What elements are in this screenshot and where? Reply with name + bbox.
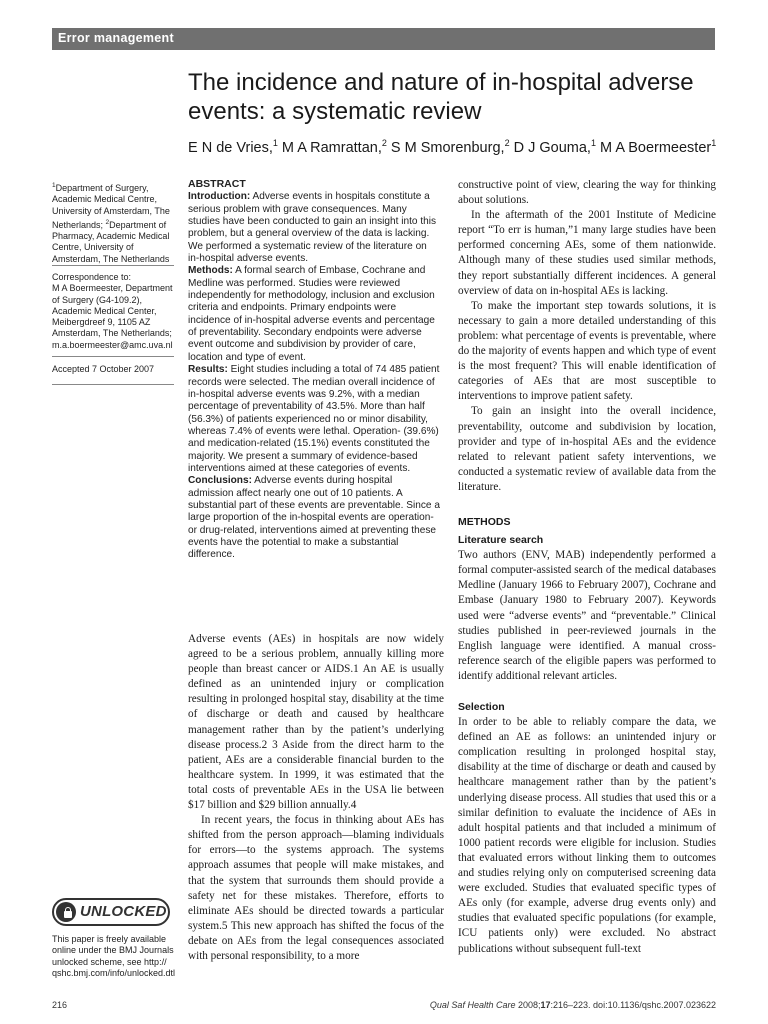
author-affiliation: 1	[272, 138, 278, 148]
citation-footer	[398, 1000, 716, 1010]
sidebar-divider	[52, 356, 174, 357]
author-affiliation: 2	[504, 138, 510, 148]
abstract-conclusions	[188, 475, 440, 561]
abstract-label: Results:	[188, 364, 228, 376]
affiliations	[52, 180, 176, 265]
free-access-note: This paper is freely available online under the BMJ Journals unlocked scheme, see http:// qshc.bmj.com/info/unlocked.dtl	[52, 934, 176, 978]
section-label: Error management	[58, 31, 174, 45]
body-paragraph: Two authors (ENV, MAB) independently performed a formal computer-assisted search of the medical databases Medline (January 1966 to February 2007), Cochrane and Embase (January 1980 to February 2007). Keywords used were “adverse events” and “preventable.” Clinical studies published in peer-reviewed journals in the English language were identified. A manual cross-reference search of the eligible papers was performed to identify additional relevant articles.	[458, 549, 716, 682]
citation-text: :216–223. doi:10.1136/qshc.2007.023622	[550, 1000, 716, 1010]
correspondence-label: Correspondence to:	[52, 272, 132, 282]
author-list	[188, 138, 718, 156]
correspondence-address: M A Boermeester, Department of Surgery (G4-109.2), Academic Medical Center, Meibergdreef 9, 1105 AZ Amsterdam, The Netherlands; m.a.boermeester@amc.uva.nl	[52, 283, 173, 350]
abstract-introduction	[188, 191, 440, 265]
author-affiliation: 1	[590, 138, 596, 148]
abstract-text: Adverse events during hospital admission affect nearly one out of 10 patients. A substantial part of these events are preventable. Since a large proportion of the in-hospital events are operation- or drug-related, interventions aimed at preventing these events have the potential to make a substantial difference.	[188, 475, 440, 561]
body-paragraph: To make the important step towards solutions, it is necessary to gain a more detailed understanding of this problem: what percentage of events is preventable, where do the majority of events happen and which type of event is the most frequent? This will enable identification of categories of AEs that are most susceptible to interventions to improve patient safety.	[458, 299, 716, 403]
body-column-right	[458, 178, 716, 957]
author-name: D J Gouma,	[509, 139, 591, 156]
body-paragraph: constructive point of view, clearing the way for thinking about solutions.	[458, 179, 716, 207]
subsection-heading: Selection	[458, 701, 505, 713]
citation-text: 2008;	[515, 1000, 541, 1010]
body-paragraph: To gain an insight into the overall incidence, preventability, outcome and subdivision by location, provider and type of in-hospital AEs and the evidence related to relevant patient safety interventions, we conducted a systematic review of available data from the literature.	[458, 405, 716, 493]
body-paragraph: In order to be able to reliably compare the data, we defined an AE as follows: an unintended injury or complication resulting in prolonged hospital stay, disability at the time of discharge or death and caused by healthcare management rather than by the patient’s underlying disease process. All studies that used this or a similar definition to evaluate the incidence of AEs in adult hospital patients and that included a minimum of 1000 patient records were eligible for inclusion. Studies that evaluated errors without linking them to outcomes and studies relying only on computerised screening data were excluded. Studies that evaluated specific types of AEs only (for example, adverse drug events only) and studies that evaluated specific populations (for example, ICU patients only) were excluded. No abstract publications without subsequent full-text	[458, 716, 716, 955]
abstract-text: Eight studies including a total of 74 485 patient records were selected. The median overall incidence of in-hospital adverse events was 9.2%, with a median percentage of preventability of 43.5%. More than half (56.3%) of patients experienced no or minor disability, whereas 7.4% of events were lethal. Operation- (39.6%) and medication-related (15.1%) events constituted the majority. We present a summary of evidence-based interventions aimed at these categories of events.	[188, 364, 440, 474]
author-affiliation: 2	[381, 138, 387, 148]
article-title: The incidence and nature of in-hospital adverse events: a systematic review	[188, 69, 694, 125]
abstract	[188, 178, 440, 562]
abstract-label: Methods:	[188, 265, 233, 277]
affiliation-number: 2	[105, 218, 110, 226]
author-name: E N de Vries,	[188, 139, 273, 156]
accepted-date: Accepted 7 October 2007	[52, 364, 155, 374]
body-paragraph: Adverse events (AEs) in hospitals are now widely agreed to be a serious problem, annually killing more people than breast cancer or AIDS.1 An AE is usually defined as an unintended injury or complication resulting in prolonged hospital stay, disability at the time of discharge or death and caused by healthcare management rather than by the patient’s underlying disease process.2 3 Aside from the direct harm to the patient, AEs are a considerable financial burden to the healthcare system. In 1999, it was estimated that the total costs of preventable AEs in the USA lie between $17 billion and $29 billion annually.4	[188, 633, 444, 812]
abstract-label: Conclusions:	[188, 475, 252, 487]
author-name: M A Ramrattan,	[277, 139, 382, 156]
sidebar-divider	[52, 384, 174, 385]
subsection-heading: Literature search	[458, 534, 544, 547]
page-number: 216	[52, 1000, 68, 1010]
section-band	[52, 28, 715, 50]
abstract-text: A formal search of Embase, Cochrane and Medline was performed. Studies were reviewed independently for methodology, inclusion and exclusion criteria and endpoints. Primary endpoints were incidence of in-hospital adverse events and percentage of preventability. Secondary endpoints were adverse event outcome and subdivision by provider of care, location and type of event.	[188, 265, 435, 363]
correspondence-block	[52, 272, 176, 351]
abstract-label: Introduction:	[188, 191, 251, 203]
body-paragraph: In recent years, the focus in thinking about AEs has shifted from the person approach—blaming individuals for errors—to the systems approach. The systems approach assumes that people will make mistakes, and that the system that surrounds them should provide a safety net for these mistakes. Therefore, efforts to eliminate AEs should be directed towards a particular system.5 This new approach has shifted the focus of the debate on AEs from the legal consequences associated with personal responsibility, to a more	[188, 814, 444, 962]
section-heading: METHODS	[458, 515, 511, 528]
author-name: M A Boermeester	[595, 139, 712, 156]
affiliation-text: Department of Pharmacy, Academic Medical Centre, University of Amsterdam, The Netherlands	[52, 219, 170, 264]
abstract-results	[188, 364, 440, 475]
affiliation-text: Department of Surgery, Academic Medical Centre, University of Amsterdam, The Netherlands;	[52, 183, 170, 230]
body-column-left	[188, 632, 444, 964]
unlocked-badge	[52, 898, 170, 926]
abstract-methods	[188, 265, 440, 364]
lock-icon	[56, 902, 76, 922]
body-paragraph: In the aftermath of the 2001 Institute of Medicine report “To err is human,”1 many large studies have been performed concerning AEs, some of them nationwide. Although many of these studies used similar methods, they report substantially different incidences. A general overview of data on in-hospital AEs is lacking.	[458, 209, 716, 297]
abstract-heading: ABSTRACT	[188, 178, 246, 190]
abstract-text: Adverse events in hospitals constitute a serious problem with grave consequences. Many studies have been conducted to gain an insight into this problem, but a general overview of the data is lacking. We performed a systematic review of the literature on in-hospital adverse events.	[188, 191, 437, 265]
affiliation-number: 1	[52, 182, 56, 189]
author-name: S M Smorenburg,	[386, 139, 505, 156]
journal-name: Qual Saf Health Care	[429, 1000, 516, 1010]
unlocked-label: UNLOCKED	[80, 903, 167, 920]
volume-number: 17	[540, 1000, 551, 1010]
sidebar-divider	[52, 265, 174, 266]
author-affiliation: 1	[711, 138, 717, 148]
